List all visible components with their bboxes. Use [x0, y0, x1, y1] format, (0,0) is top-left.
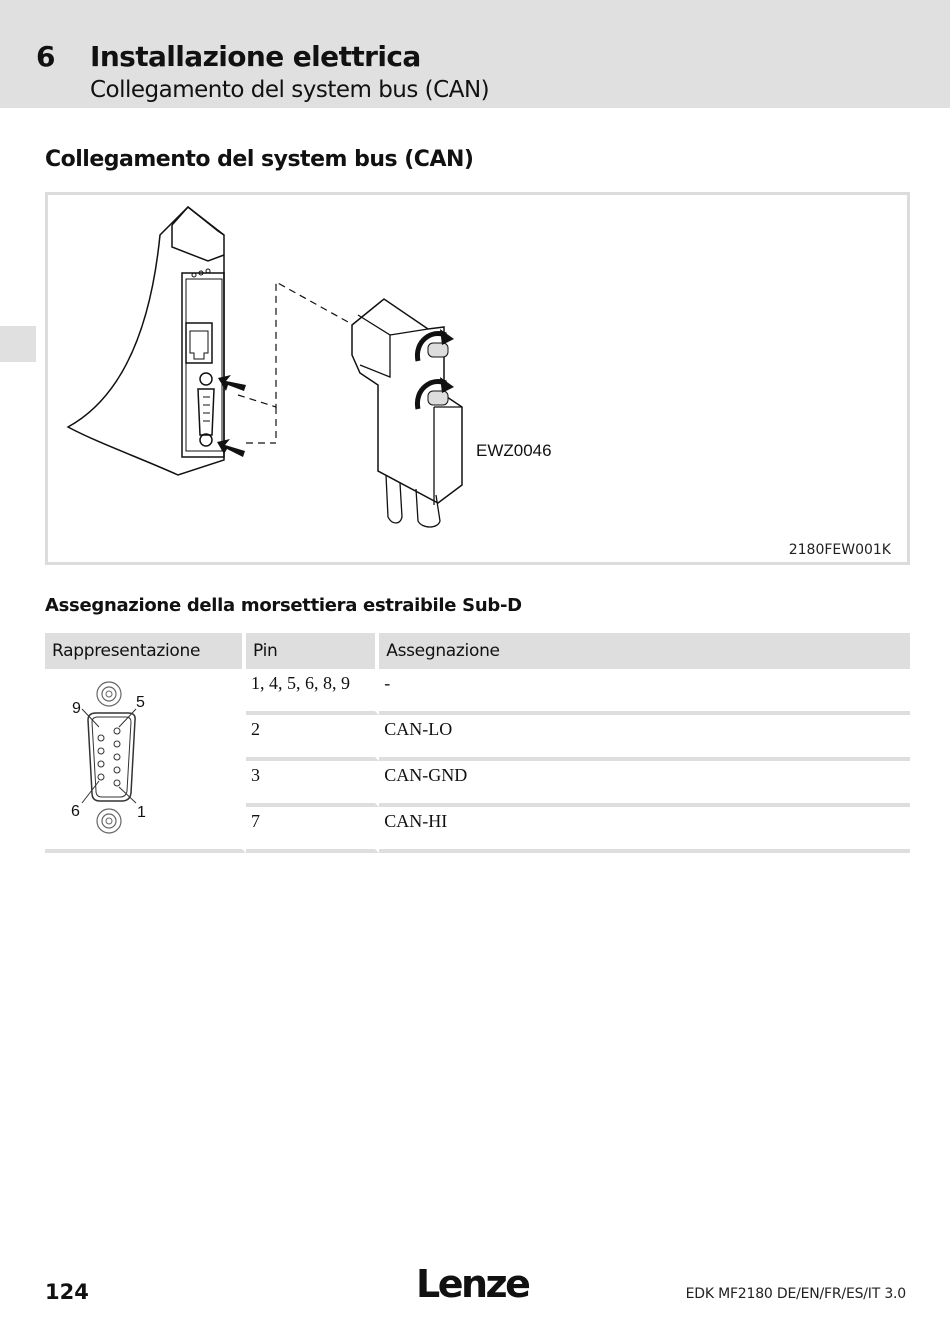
figure-code: 2180FEW001K: [788, 542, 891, 558]
header-pin: Pin: [246, 633, 379, 669]
table-row: [45, 669, 910, 715]
subd-label-9: 9: [72, 700, 81, 717]
lenze-logo: Lenze: [416, 1262, 529, 1306]
pin-cell: 3: [246, 761, 379, 807]
subd-label-1: 1: [137, 804, 146, 821]
subd-pinout-diagram: [50, 673, 236, 839]
table-header-row: [45, 633, 910, 669]
chapter-title: Installazione elettrica: [90, 40, 421, 73]
pin-cell: 2: [246, 715, 379, 761]
subd-label-6: 6: [71, 803, 80, 820]
subd-pinout-cell: [45, 669, 246, 853]
document-id: EDK MF2180 DE/EN/FR/ES/IT 3.0: [685, 1286, 906, 1302]
can-connection-illustration: [48, 195, 907, 562]
chapter-side-tab: [0, 326, 36, 362]
chapter-number: 6: [36, 40, 55, 73]
assignment-cell: CAN-GND: [379, 761, 910, 807]
subd-label-5: 5: [136, 694, 145, 711]
assignment-cell: CAN-LO: [379, 715, 910, 761]
connection-figure: [45, 192, 910, 565]
table-caption: Assegnazione della morsettiera estraibile Sub-D: [45, 595, 522, 616]
connector-label: EWZ0046: [476, 441, 552, 460]
section-title: Collegamento del system bus (CAN): [45, 147, 474, 172]
header-assignment: Assegnazione: [379, 633, 910, 669]
pin-cell: 7: [246, 807, 379, 853]
page-number: 124: [45, 1280, 89, 1304]
assignment-cell: -: [379, 669, 910, 715]
chapter-subtitle: Collegamento del system bus (CAN): [90, 77, 490, 103]
pin-assignment-table: [45, 633, 910, 853]
header-representation: Rappresentazione: [45, 633, 246, 669]
page-header: [0, 0, 950, 108]
assignment-cell: CAN-HI: [379, 807, 910, 853]
pin-cell: 1, 4, 5, 6, 8, 9: [246, 669, 379, 715]
